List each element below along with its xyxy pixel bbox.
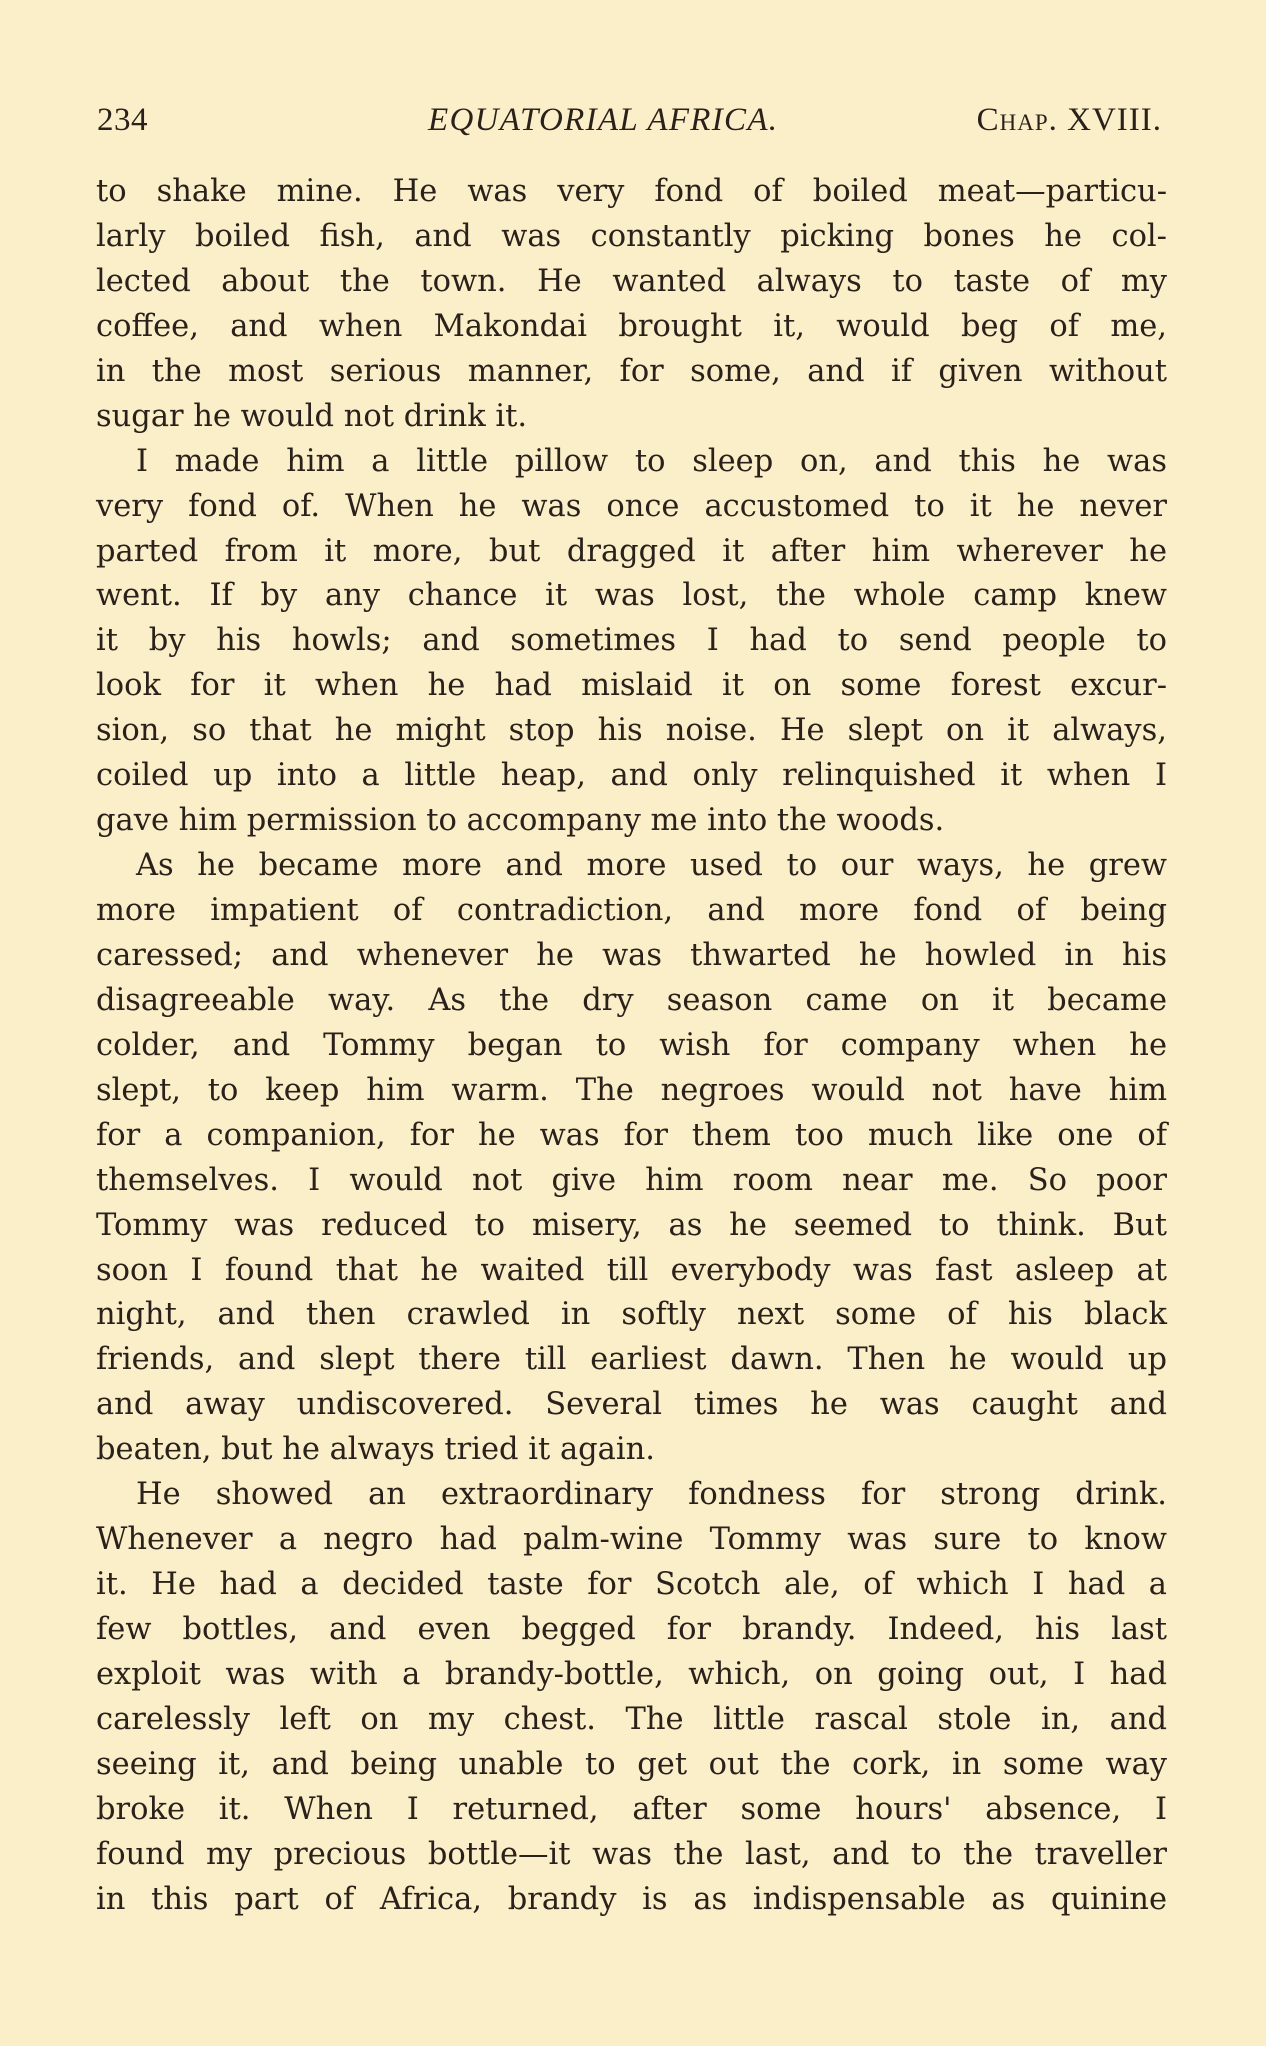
text-line: beaten, but he always tried it again. [96, 1432, 655, 1468]
text-line: for a companion, for he was for them too much like one of [96, 1117, 1167, 1153]
text-line: night, and then crawled in softly next some of his black [96, 1297, 1167, 1333]
text-line: in the most serious manner, for some, and if given without [96, 353, 1167, 389]
text-line: in this part of Africa, brandy is as indispensable as quinine [96, 1881, 1167, 1917]
text-line: friends, and slept there till earliest dawn. Then he would up [96, 1342, 1167, 1378]
text-line: larly boiled fish, and was constantly picking bones he col- [96, 218, 1167, 254]
text-line: seeing it, and being unable to get out the cork, in some way [96, 1746, 1167, 1782]
text-line: sugar he would not drink it. [96, 398, 528, 434]
text-line: Tommy was reduced to misery, as he seemed to think. But [96, 1207, 1167, 1243]
text-line: very fond of. When he was once accustomed to it he never [96, 488, 1167, 524]
text-line: gave him permission to accompany me into the woods. [96, 803, 945, 839]
text-line: disagreeable way. As the dry season came on it became [96, 982, 1167, 1018]
text-line: it. He had a decided taste for Scotch ale, of which I had a [96, 1567, 1167, 1603]
text-line: more impatient of contradiction, and more fond of being [96, 893, 1167, 928]
text-line: and away undiscovered. Several times he was caught and [96, 1387, 1167, 1423]
text-line: colder, and Tommy began to wish for company when he [96, 1027, 1167, 1063]
text-line: themselves. I would not give him room near me. So poor [96, 1162, 1167, 1198]
text-line: coiled up into a little heap, and only relinquished it when I [96, 758, 1167, 794]
text-line: found my precious bottle—it was the last, and to the traveller [96, 1836, 1167, 1872]
chapter-label: Chap. XVIII. [976, 102, 1162, 138]
text-line: to shake mine. He was very fond of boiled meat—particu- [96, 174, 1167, 209]
text-line: look for it when he had mislaid it on some forest excur- [96, 668, 1167, 704]
text-line: lected about the town. He wanted always to taste of my [96, 263, 1167, 299]
text-line: it by his howls; and sometimes I had to send people to [96, 623, 1167, 659]
text-line: I made him a little pillow to sleep on, and this he was [136, 443, 1167, 479]
text-line: soon I found that he waited till everybody was fast asleep at [96, 1252, 1167, 1288]
text-line: exploit was with a brandy-bottle, which, on going out, I had [96, 1656, 1167, 1692]
text-line: went. If by any chance it was lost, the whole camp knew [96, 578, 1167, 614]
text-line: slept, to keep him warm. The negroes would not have him [96, 1072, 1167, 1108]
text-line: As he became more and more used to our ways, he grew [136, 848, 1167, 884]
text-line: broke it. When I returned, after some hours' absence, I [96, 1791, 1167, 1827]
text-line: sion, so that he might stop his noise. He slept on it always, [96, 713, 1167, 749]
body-text [96, 170, 1167, 1923]
text-line: Whenever a negro had palm-wine Tommy was sure to know [96, 1522, 1167, 1558]
text-line: He showed an extraordinary fondness for strong drink. [136, 1477, 1167, 1513]
text-line: coffee, and when Makondai brought it, would beg of me, [96, 308, 1167, 344]
text-line: parted from it more, but dragged it after him wherever he [96, 533, 1167, 569]
text-line: carelessly left on my chest. The little rascal stole in, and [96, 1701, 1167, 1737]
text-line: few bottles, and even begged for brandy. Indeed, his last [96, 1612, 1167, 1647]
page-header [97, 98, 1162, 142]
page-number: 234 [97, 102, 148, 138]
running-title: EQUATORIAL AFRICA. [428, 102, 779, 138]
text-line: caressed; and whenever he was thwarted he howled in his [96, 937, 1167, 973]
